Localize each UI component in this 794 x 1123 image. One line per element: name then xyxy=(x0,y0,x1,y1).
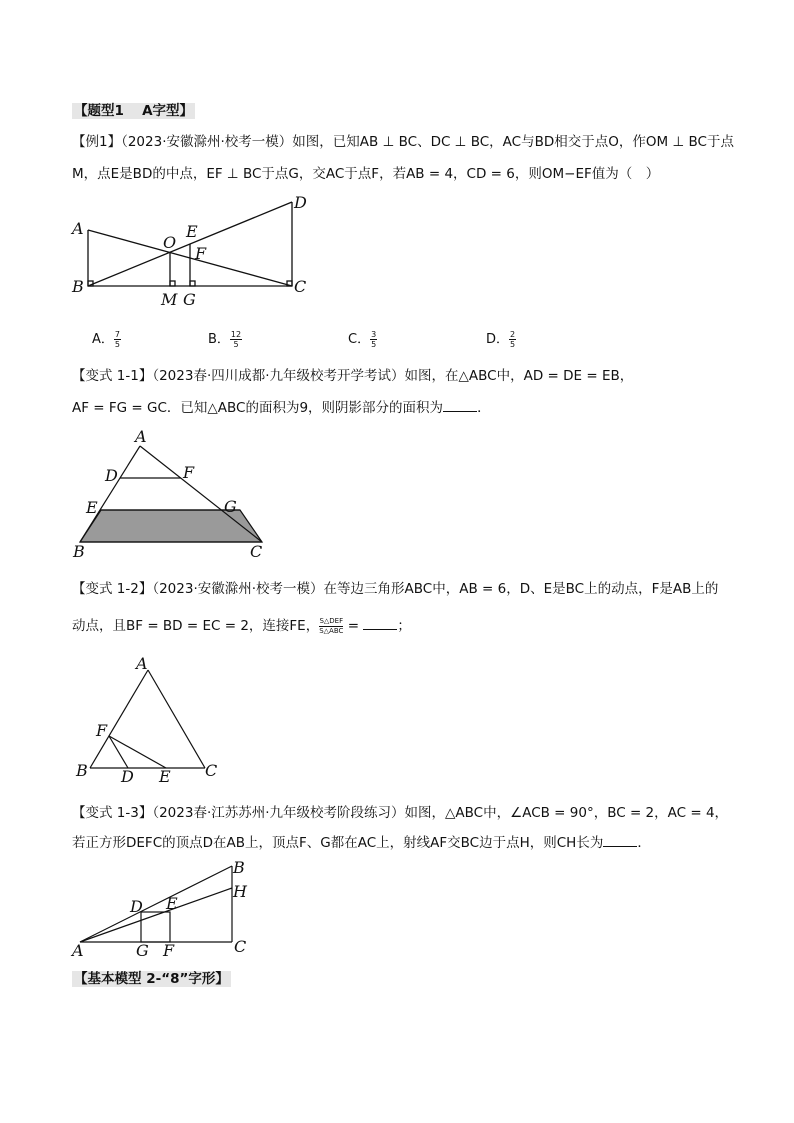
label-E: E xyxy=(166,894,178,913)
option-c[interactable]: C． $\frac{3}{5}$ xyxy=(348,330,377,349)
label-C: C xyxy=(294,277,307,296)
variant-1-3-line-2: 若正方形DEFC的顶点D在AB上，顶点F、G都在AC上，射线AF交BC边于点H，则CH长为 ． xyxy=(72,835,651,851)
label-F: F xyxy=(96,721,108,740)
variant-1-1-line-2: AF = FG = GC．已知△ABC的面积为9，则阴影部分的面积为 ． xyxy=(72,400,491,416)
option-d[interactable]: D． $\frac{2}{5}$ xyxy=(486,330,516,349)
label-F: F xyxy=(195,244,207,263)
section-heading-2: 【基本模型 2-“8”字形】 xyxy=(74,971,229,987)
label-B: B xyxy=(72,277,84,296)
section-heading: 【题型1 A字型】 xyxy=(74,103,194,119)
label-M: M xyxy=(161,290,178,309)
label-A: A xyxy=(136,654,148,673)
label-C: C xyxy=(234,937,247,956)
label-B: B xyxy=(73,542,85,561)
label-F: F xyxy=(163,941,175,960)
label-C: C xyxy=(250,542,263,561)
variant-1-2-line-2: 动点，且BF = BD = EC = 2，连接FE， S△DEF S△ABC = ； xyxy=(72,616,411,635)
label-E: E xyxy=(86,498,98,517)
variant-1-3-line-1: 【变式 1-3】（2023春·江苏苏州·九年级校考阶段练习）如图，△ABC中，∠ACB = 90°，BC = 2，AC = 4， xyxy=(72,805,729,821)
option-a[interactable]: A． $\frac{7}{5}$ xyxy=(92,330,120,349)
variant-1-2-line-1: 【变式 1-2】（2023·安徽滁州·校考一模）在等边三角形ABC中，AB = 6，D、E是BC上的动点，F是AB上的 xyxy=(72,581,719,597)
label-D: D xyxy=(294,193,307,212)
label-G: G xyxy=(136,941,149,960)
label-A: A xyxy=(135,427,147,446)
variant-1-1-line-1: 【变式 1-1】（2023春·四川成都·九年级校考开学考试）如图，在△ABC中，AD = DE = EB， xyxy=(72,368,634,384)
label-G: G xyxy=(224,497,237,516)
label-A: A xyxy=(72,941,84,960)
label-A: A xyxy=(72,219,84,238)
option-b[interactable]: B． $\frac{12}{5}$ xyxy=(208,330,242,349)
label-O: O xyxy=(163,233,177,252)
label-H: H xyxy=(233,882,247,901)
label-B: B xyxy=(76,761,88,780)
label-D: D xyxy=(105,466,118,485)
label-B: B xyxy=(233,858,245,877)
label-C: C xyxy=(205,761,218,780)
example-1-line-1: 【例1】（2023·安徽滁州·校考一模）如图，已知AB ⊥ BC、DC ⊥ BC，AC与BD相交于点O，作OM ⊥ BC于点 xyxy=(72,134,734,150)
label-F: F xyxy=(183,463,195,482)
label-D: D xyxy=(130,897,143,916)
label-E: E xyxy=(186,222,198,241)
example-1-line-2: M，点E是BD的中点，EF ⊥ BC于点G，交AC于点F，若AB = 4，CD = 6，则OM−EF值为（ ） xyxy=(72,166,660,182)
label-G: G xyxy=(183,290,196,309)
label-D: D xyxy=(121,767,134,786)
label-E: E xyxy=(159,767,171,786)
